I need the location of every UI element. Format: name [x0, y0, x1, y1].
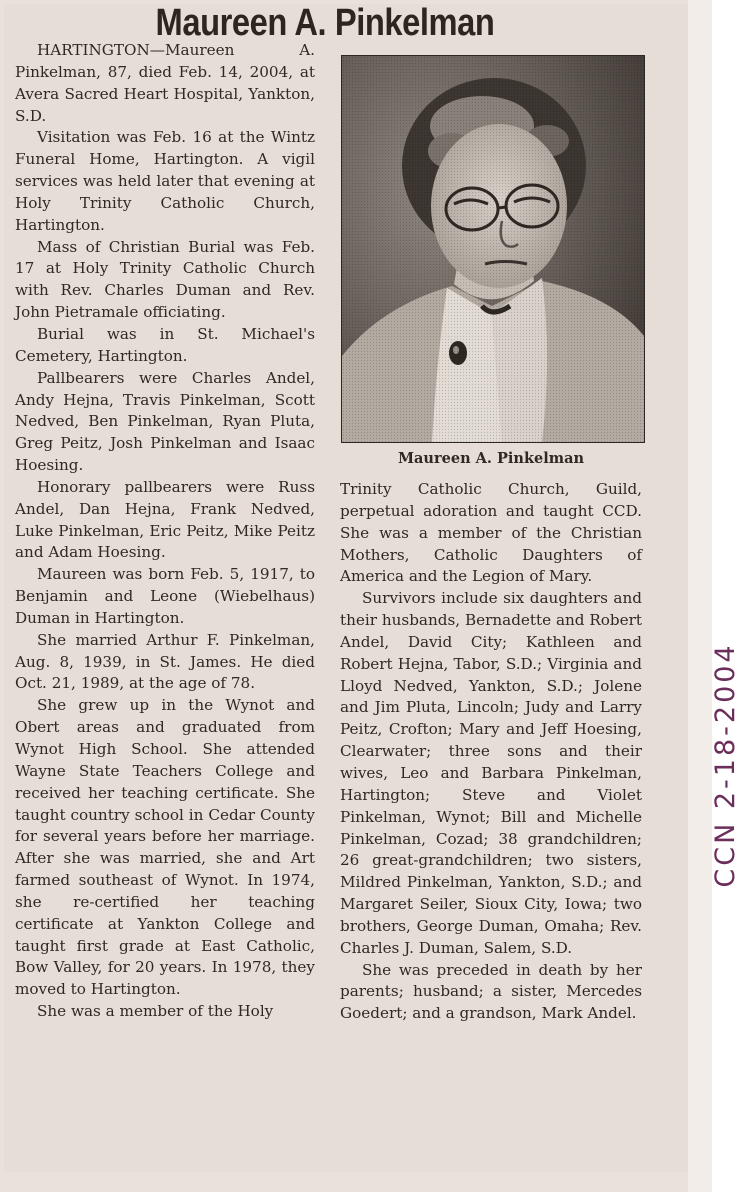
paragraph-membership-start: She was a member of the Holy [37, 1002, 274, 1021]
paragraph-mass: Mass of Christian Burial was Feb. 17 at Holy Trinity Catholic Church with Rev. Charles Duman and Rev. John Pietramale officiating. [15, 237, 315, 322]
paragraph-survivors: Survivors include six daughters and their husbands, Bernadette and Robert Andel, David City; Kathleen and Robert Hejna, Tabor, S.D.; Virginia and Lloyd Nedved, Yankton, S.D.; Jolene and Jim Pluta, Lincoln; Judy and Larry Peitz, Crofton; Mary and Jeff Hoesing, Clearwater; three sons and their wives, Leo and Barbara Pinkelman, Hartington; Steve and Violet Pinkelman, Wynot; Bill and Michelle Pinkelman, Cozad; 38 grandchildren; 26 great-grandchildren; two sisters, Mildred Pinkelman, Yankton, S.D.; and Margaret Seiler, Sioux City, Iowa; two brothers, George Duman, Omaha; Rev. Charles J. Duman, Salem, S.D. [340, 589, 642, 957]
photo-caption: Maureen A. Pinkelman [397, 450, 585, 467]
obituary-headline: Maureen A. Pinkelman [155, 2, 495, 44]
paragraph-pallbearers: Pallbearers were Charles Andel, Andy Hejna, Travis Pinkelman, Scott Nedved, Ben Pinkelman, Ryan Pluta, Greg Peitz, Josh Pinkelman and Isaac Hoesing. [15, 368, 315, 475]
paragraph-membership-continued: Trinity Catholic Church, Guild, perpetual adoration and taught CCD. She was a member of the Christian Mothers, Catholic Daughters of America and the Legion of Mary. [340, 480, 642, 586]
right-column [340, 479, 642, 1025]
paragraph-visitation: Visitation was Feb. 16 at the Wintz Funeral Home, Hartington. A vigil services was held later that evening at Holy Trinity Catholic Church, Hartington. [15, 128, 315, 234]
paragraph-death-notice: HARTINGTON—Maureen A. Pinkelman, 87, died Feb. 14, 2004, at Avera Sacred Heart Hospital, Yankton, S.D. [15, 41, 315, 125]
paragraph-preceded-in-death: She was preceded in death by her parents; husband; a sister, Mercedes Goedert; and a grandson, Mark Andel. [340, 960, 642, 1023]
left-column [15, 40, 315, 1023]
portrait-photo [341, 55, 645, 443]
paragraph-marriage: She married Arthur F. Pinkelman, Aug. 8, 1939, in St. James. He died Oct. 21, 1989, at the age of 78. [15, 630, 315, 693]
portrait-illustration [342, 56, 644, 442]
torn-edge [688, 0, 712, 1192]
handwritten-date-note: CCN 2-18-2004 [710, 642, 741, 888]
paragraph-birth: Maureen was born Feb. 5, 1917, to Benjamin and Leone (Wiebelhaus) Duman in Hartington. [15, 565, 315, 627]
paragraph-honorary-pallbearers: Honorary pallbearers were Russ Andel, Dan Hejna, Frank Nedved, Luke Pinkelman, Eric Peitz, Mike Peitz and Adam Hoesing. [15, 477, 315, 562]
paragraph-burial: Burial was in St. Michael's Cemetery, Hartington. [15, 324, 315, 365]
paragraph-biography: She grew up in the Wynot and Obert areas and graduated from Wynot High School. She attended Wayne State Teachers College and received her teaching certificate. She taught country school in Cedar County for several years before her marriage. After she was married, she and Art farmed southeast of Wynot. In 1974, she re-certified her teaching certificate at Yankton College and taught first grade at East Catholic, Bow Valley, for 20 years. In 1978, they moved to Hartington. [15, 696, 315, 999]
